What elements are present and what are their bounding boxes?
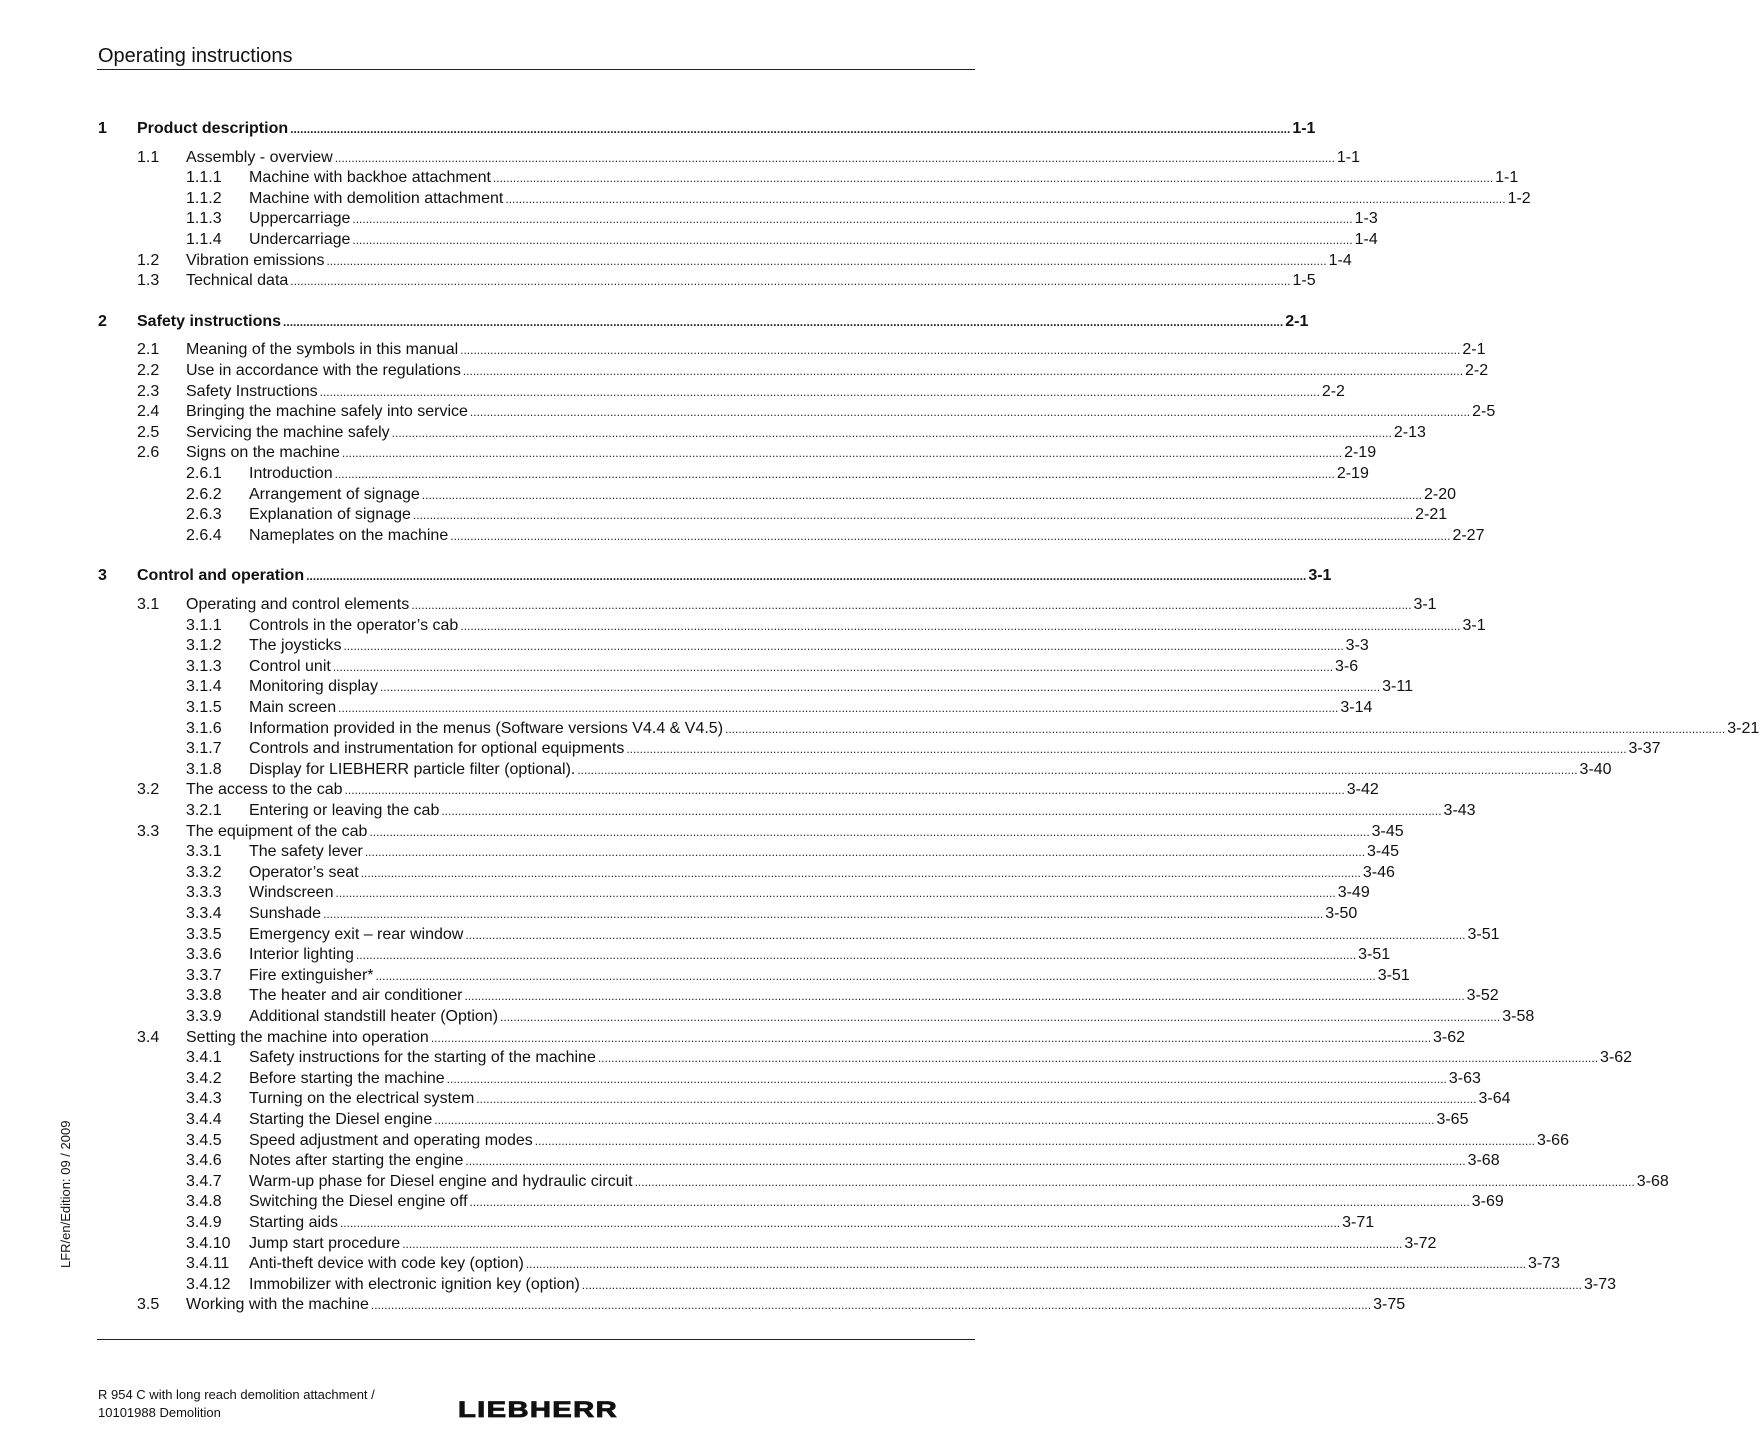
toc-entry[interactable] — [0, 1253, 1561, 1274]
toc-entry-number: 2.6.1 — [186, 465, 222, 482]
toc-entry-page: 3-14 — [1340, 699, 1373, 716]
toc-entry-number: 3.4.7 — [186, 1172, 222, 1190]
toc-dot-leader: ............................................................................................................................................................................................................................................................................................................ — [597, 1051, 1599, 1066]
toc-dot-leader: ............................................................................................................................................................................................................................................................................................................ — [335, 886, 1336, 901]
toc-entry[interactable] — [0, 903, 1358, 924]
toc-entry-number: 1.2 — [137, 251, 160, 269]
toc-entry-page: 3-43 — [1443, 802, 1476, 819]
toc-entry[interactable] — [0, 1088, 1511, 1109]
toc-entry-page: 3-6 — [1335, 657, 1359, 675]
toc-entry-page: 3-1 — [1413, 596, 1437, 613]
toc-entry-page: 3-75 — [1373, 1296, 1406, 1314]
toc-entry[interactable] — [0, 862, 1395, 883]
toc-entry-number: 3.3.7 — [186, 966, 222, 984]
toc-entry-title: Fire extinguisher* — [249, 966, 374, 984]
toc-dot-leader: ............................................................................................................................................................................................................................................................................................................ — [355, 948, 1357, 963]
toc-dot-leader: ............................................................................................................................................................................................................................................................................................................ — [465, 1154, 1466, 1169]
toc-entry-page: 3-73 — [1584, 1275, 1617, 1293]
toc-entry[interactable] — [0, 1294, 1406, 1315]
toc-entry-title: Introduction — [249, 465, 333, 482]
toc-entry-page: 3-65 — [1436, 1111, 1469, 1128]
toc-entry-title: Technical data — [186, 272, 289, 290]
toc-dot-leader: ............................................................................................................................................................................................................................................................................................................ — [364, 845, 1366, 860]
toc-entry-title: Warm-up phase for Diesel engine and hydraulic circuit — [249, 1172, 633, 1190]
toc-entry[interactable] — [0, 381, 1345, 402]
toc-dot-leader: ............................................................................................................................................................................................................................................................................................................ — [430, 1030, 1432, 1045]
toc-entry[interactable] — [0, 1233, 1437, 1254]
toc-dot-leader: ............................................................................................................................................................................................................................................................................................................ — [460, 343, 1461, 358]
toc-entry-number: 2.3 — [137, 382, 160, 400]
toc-entry-number: 3.3.1 — [186, 843, 222, 861]
toc-entry-title: Nameplates on the machine — [249, 526, 449, 544]
toc-entry-page: 3-45 — [1367, 843, 1400, 861]
toc-entry-page: 2-13 — [1393, 423, 1426, 441]
toc-entry-title: Controls and instrumentation for optional equipments — [249, 740, 625, 758]
toc-entry-title: The access to the cab — [186, 781, 343, 799]
toc-entry-number: 3.3.4 — [186, 905, 222, 922]
toc-entry-number: 3.4 — [137, 1028, 160, 1046]
toc-entry-number: 3.4.10 — [186, 1234, 231, 1252]
toc-entry-title: Sunshade — [249, 905, 322, 922]
toc-dot-leader: ............................................................................................................................................................................................................................................................................................................ — [434, 1113, 1435, 1127]
toc-dot-leader: ............................................................................................................................................................................................................................................................................................................ — [460, 618, 1461, 633]
toc-entry-number: 3.4.5 — [186, 1131, 222, 1149]
toc-entry-page: 3-46 — [1362, 863, 1395, 881]
toc-entry-title: Switching the Diesel engine off — [249, 1193, 468, 1211]
toc-entry-page: 3-51 — [1358, 946, 1391, 964]
toc-dot-leader: ............................................................................................................................................................................................................................................................................................................ — [379, 680, 1381, 695]
toc-entry-page: 3-69 — [1471, 1193, 1504, 1211]
toc-entry-title: Control unit — [249, 657, 331, 675]
toc-entry-page: 1-2 — [1507, 189, 1531, 207]
toc-entry[interactable] — [0, 1068, 1481, 1089]
toc-entry-page: 3-49 — [1337, 884, 1370, 902]
liebherr-logo-text: LIEBHERR — [458, 1397, 618, 1422]
toc-entry-page: 1-4 — [1354, 231, 1378, 248]
toc-dot-leader: ............................................................................................................................................................................................................................................................................................................ — [476, 1092, 1477, 1107]
toc-entry[interactable] — [0, 759, 1612, 780]
toc-entry-page: 3-52 — [1466, 987, 1499, 1005]
toc-entry[interactable] — [0, 250, 1352, 271]
toc-entry-number: 2.6.2 — [186, 485, 222, 503]
toc-entry-title: Information provided in the menus (Software versions V4.4 & V4.5) — [249, 719, 724, 737]
toc-entry[interactable] — [0, 525, 1485, 546]
toc-dot-leader: ............................................................................................................................................................................................................................................................................................................ — [306, 569, 1307, 584]
toc-entry[interactable] — [0, 1150, 1500, 1171]
toc-entry-number: 3.4.6 — [186, 1152, 222, 1170]
toc-entry[interactable] — [0, 339, 1486, 360]
toc-entry-page: 3-62 — [1600, 1049, 1633, 1067]
toc-entry-number: 2.6.3 — [186, 506, 222, 524]
toc-entry[interactable] — [0, 422, 1426, 443]
toc-entry[interactable] — [0, 1191, 1504, 1212]
toc-entry[interactable] — [0, 800, 1476, 821]
toc-dot-leader: ............................................................................................................................................................................................................................................................................................................ — [492, 171, 1494, 186]
toc-entry-title: Before starting the machine — [249, 1069, 445, 1087]
toc-entry-number: 2.5 — [137, 423, 160, 441]
toc-entry-title: The equipment of the cab — [186, 822, 368, 840]
toc-entry-page: 1-5 — [1292, 272, 1316, 290]
toc-entry[interactable] — [0, 615, 1486, 636]
toc-dot-leader: ............................................................................................................................................................................................................................................................................................................ — [402, 1236, 1403, 1251]
toc-entry-number: 3.1.2 — [186, 637, 222, 655]
toc-entry-page: 3-72 — [1404, 1234, 1437, 1252]
toc-dot-leader: ............................................................................................................................................................................................................................................................................................................ — [634, 1174, 1635, 1189]
toc-entry-number: 3 — [98, 567, 107, 585]
toc-entry-title: Control and operation — [137, 567, 305, 585]
toc-entry-number: 2.1 — [137, 341, 160, 359]
toc-entry-number: 2.2 — [137, 362, 160, 379]
toc-dot-leader: ............................................................................................................................................................................................................................................................................................................ — [412, 508, 1414, 523]
toc-entry[interactable] — [0, 676, 1413, 697]
toc-dot-leader: ............................................................................................................................................................................................................................................................................................................ — [464, 989, 1465, 1004]
toc-entry-page: 3-58 — [1502, 1008, 1535, 1025]
toc-entry-title: Undercarriage — [249, 231, 351, 248]
toc-entry[interactable] — [0, 821, 1404, 842]
toc-entry-title: Emergency exit – rear window — [249, 925, 464, 943]
toc-entry-title: Machine with backhoe attachment — [249, 169, 491, 187]
toc-entry[interactable] — [0, 779, 1379, 800]
toc-entry-page: 2-19 — [1336, 465, 1369, 482]
toc-entry-title: Turning on the electrical system — [249, 1090, 475, 1108]
toc-dot-leader: ............................................................................................................................................................................................................................................................................................................ — [344, 783, 1345, 798]
toc-entry-number: 1 — [98, 120, 107, 137]
toc-entry-page: 1-1 — [1336, 148, 1361, 166]
toc-entry[interactable] — [0, 718, 1759, 739]
toc-entry-number: 3.4.9 — [186, 1214, 222, 1231]
toc-entry-page: 3-68 — [1467, 1152, 1500, 1170]
toc-entry-page: 3-50 — [1325, 905, 1358, 922]
toc-entry-page: 3-3 — [1345, 637, 1369, 655]
toc-entry-number: 3.4.4 — [186, 1111, 222, 1128]
toc-entry[interactable] — [0, 1171, 1669, 1192]
toc-entry-number: 3.1.6 — [186, 719, 222, 737]
toc-entry-number: 3.3.6 — [186, 946, 222, 964]
toc-dot-leader: ............................................................................................................................................................................................................................................................................................................ — [332, 659, 1334, 674]
toc-entry-number: 1.1 — [137, 148, 160, 166]
toc-entry[interactable] — [0, 656, 1359, 677]
toc-entry-title: Safety Instructions — [186, 382, 318, 400]
toc-entry-page: 1-1 — [1495, 169, 1519, 187]
toc-entry-title: Monitoring display — [249, 678, 378, 696]
toc-entry-page: 1-3 — [1354, 210, 1378, 228]
toc-entry-number: 1.1.1 — [186, 169, 222, 187]
toc-entry[interactable] — [0, 311, 1309, 332]
toc-entry-title: Bringing the machine safely into service — [186, 403, 468, 421]
toc-entry-page: 2-2 — [1465, 362, 1489, 379]
toc-entry-title: Starting the Diesel engine — [249, 1111, 433, 1128]
toc-entry-number: 3.1.3 — [186, 657, 222, 675]
toc-entry-number: 3.3.8 — [186, 987, 222, 1005]
toc-entry[interactable] — [0, 1130, 1569, 1151]
toc-entry[interactable] — [0, 208, 1378, 229]
toc-entry-title: The heater and air conditioner — [249, 987, 463, 1005]
toc-entry-title: Setting the machine into operation — [186, 1028, 429, 1046]
toc-entry-page: 3-37 — [1628, 740, 1661, 758]
footer-line-1: R 954 C with long reach demolition attachment / — [98, 1387, 375, 1402]
toc-entry[interactable] — [0, 1212, 1375, 1233]
toc-dot-leader: ............................................................................................................................................................................................................................................................................................................ — [505, 191, 1506, 206]
toc-entry-number: 3.4.2 — [186, 1069, 222, 1087]
toc-dot-leader: ............................................................................................................................................................................................................................................................................................................ — [334, 467, 1335, 481]
toc-entry-number: 3.1.1 — [186, 616, 222, 634]
toc-dot-leader: ............................................................................................................................................................................................................................................................................................................ — [411, 598, 1412, 612]
page-header-title: Operating instructions — [98, 45, 293, 67]
toc-entry-title: The joysticks — [249, 637, 342, 655]
toc-entry-number: 3.1.8 — [186, 760, 222, 778]
toc-entry-title: Arrangement of signage — [249, 485, 420, 503]
toc-entry-title: Servicing the machine safely — [186, 423, 390, 441]
toc-dot-leader: ............................................................................................................................................................................................................................................................................................................ — [469, 1195, 1470, 1210]
toc-entry-page: 2-20 — [1423, 485, 1457, 503]
toc-entry-number: 3.3 — [137, 822, 160, 840]
toc-entry-title: Working with the machine — [186, 1296, 369, 1314]
toc-dot-leader: ............................................................................................................................................................................................................................................................................................................ — [338, 701, 1339, 715]
footer-line-2: 10101988 Demolition — [98, 1405, 221, 1420]
toc-entry-page: 2-5 — [1472, 403, 1496, 421]
toc-entry-title: Interior lighting — [249, 946, 354, 964]
footer-document-info — [98, 1386, 418, 1422]
toc-entry-number: 3.1 — [137, 596, 160, 613]
toc-entry-title: Jump start procedure — [249, 1234, 401, 1252]
toc-entry-title: Meaning of the symbols in this manual — [186, 341, 459, 359]
toc-entry-title: Notes after starting the engine — [249, 1152, 464, 1170]
toc-dot-leader: ............................................................................................................................................................................................................................................................................................................ — [525, 1257, 1527, 1272]
toc-dot-leader: ............................................................................................................................................................................................................................................................................................................ — [421, 487, 1422, 502]
toc-dot-leader: ............................................................................................................................................................................................................................................................................................................ — [725, 721, 1726, 736]
toc-dot-leader: ............................................................................................................................................................................................................................................................................................................ — [441, 804, 1442, 818]
toc-entry[interactable] — [0, 484, 1457, 505]
toc-dot-leader: ............................................................................................................................................................................................................................................................................................................ — [534, 1133, 1535, 1148]
toc-dot-leader: ............................................................................................................................................................................................................................................................................................................ — [375, 968, 1376, 983]
toc-entry[interactable] — [0, 1109, 1469, 1130]
toc-entry-number: 2.6.4 — [186, 526, 222, 544]
toc-dot-leader: ............................................................................................................................................................................................................................................................................................................ — [369, 824, 1370, 839]
toc-dot-leader: ............................................................................................................................................................................................................................................................................................................ — [343, 639, 1344, 654]
toc-entry[interactable] — [0, 442, 1377, 463]
toc-dot-leader: ............................................................................................................................................................................................................................................................................................................ — [341, 446, 1343, 461]
toc-entry-title: Explanation of signage — [249, 506, 411, 524]
toc-entry[interactable] — [0, 401, 1496, 422]
toc-entry-title: Controls in the operator’s cab — [249, 616, 459, 634]
toc-dot-leader: ............................................................................................................................................................................................................................................................................................................ — [391, 425, 1392, 440]
footer-divider — [97, 1339, 975, 1340]
toc-dot-leader: ............................................................................................................................................................................................................................................................................................................ — [352, 233, 1353, 247]
toc-entry[interactable] — [0, 504, 1448, 525]
toc-entry[interactable] — [0, 270, 1316, 291]
toc-entry-title: The safety lever — [249, 843, 363, 861]
toc-entry-number: 1.1.2 — [186, 189, 222, 207]
toc-entry-title: Speed adjustment and operating modes — [249, 1131, 533, 1149]
toc-dot-leader: ............................................................................................................................................................................................................................................................................................................ — [352, 212, 1353, 227]
toc-dot-leader: ............................................................................................................................................................................................................................................................................................................ — [339, 1216, 1341, 1230]
toc-entry-title: Vibration emissions — [186, 251, 325, 269]
toc-entry[interactable] — [0, 635, 1369, 656]
toc-entry-page: 3-21 — [1727, 719, 1759, 737]
toc-entry[interactable] — [0, 360, 1489, 381]
toc-dot-leader: ............................................................................................................................................................................................................................................................................................................ — [577, 762, 1578, 777]
toc-entry[interactable] — [0, 985, 1499, 1006]
toc-dot-leader: ............................................................................................................................................................................................................................................................................................................ — [360, 865, 1361, 880]
toc-dot-leader: ............................................................................................................................................................................................................................................................................................................ — [469, 405, 1471, 420]
toc-dot-leader: ............................................................................................................................................................................................................................................................................................................ — [581, 1277, 1582, 1292]
toc-entry-number: 3.4.3 — [186, 1090, 222, 1108]
toc-dot-leader: ............................................................................................................................................................................................................................................................................................................ — [370, 1298, 1372, 1313]
toc-entry-number: 2 — [98, 312, 107, 330]
toc-entry-number: 3.3.2 — [186, 863, 222, 881]
toc-entry-number: 3.4.12 — [186, 1275, 231, 1293]
toc-entry-number: 1.1.4 — [186, 231, 222, 248]
toc-entry[interactable] — [0, 188, 1531, 209]
toc-entry[interactable] — [0, 1027, 1466, 1048]
toc-entry[interactable] — [0, 229, 1378, 250]
toc-entry-page: 3-66 — [1536, 1131, 1569, 1149]
toc-entry-number: 3.1.7 — [186, 740, 222, 758]
toc-entry-page: 3-42 — [1346, 781, 1379, 799]
toc-entry-number: 2.4 — [137, 403, 160, 421]
toc-entry-page: 3-71 — [1342, 1214, 1375, 1231]
toc-dot-leader: ............................................................................................................................................................................................................................................................................................................ — [283, 314, 1284, 329]
toc-dot-leader: ............................................................................................................................................................................................................................................................................................................ — [462, 364, 1464, 378]
toc-entry-page: 2-2 — [1321, 382, 1345, 400]
toc-dot-leader: ............................................................................................................................................................................................................................................................................................................ — [323, 907, 1324, 921]
toc-entry-title: Assembly - overview — [186, 148, 333, 166]
toc-entry-title: Display for LIEBHERR particle filter (optional). — [249, 760, 576, 778]
toc-entry-title: Main screen — [249, 699, 337, 716]
toc-entry-title: Use in accordance with the regulations — [186, 362, 461, 379]
toc-entry-page: 3-68 — [1636, 1172, 1669, 1190]
toc-entry-title: Signs on the machine — [186, 444, 340, 462]
toc-entry[interactable] — [0, 565, 1332, 586]
toc-entry-title: Anti-theft device with code key (option) — [249, 1255, 524, 1273]
toc-entry-title: Uppercarriage — [249, 210, 351, 228]
toc-entry-title: Machine with demolition attachment — [249, 189, 504, 207]
toc-entry-number: 3.2 — [137, 781, 160, 799]
toc-entry[interactable] — [0, 924, 1500, 945]
toc-entry-page: 2-27 — [1452, 526, 1485, 544]
toc-entry[interactable] — [0, 1274, 1617, 1295]
toc-dot-leader: ............................................................................................................................................................................................................................................................................................................ — [500, 1010, 1501, 1024]
toc-entry[interactable] — [0, 697, 1373, 718]
toc-entry[interactable] — [0, 841, 1400, 862]
toc-entry-title: Operating and control elements — [186, 596, 410, 613]
toc-entry-title: Entering or leaving the cab — [249, 802, 440, 819]
toc-entry-page: 3-62 — [1433, 1028, 1466, 1046]
toc-entry-page: 2-19 — [1344, 444, 1377, 462]
toc-dot-leader: ............................................................................................................................................................................................................................................................................................................ — [450, 528, 1451, 543]
toc-entry[interactable] — [0, 1006, 1535, 1027]
toc-dot-leader: ............................................................................................................................................................................................................................................................................................................ — [446, 1071, 1447, 1086]
toc-entry[interactable] — [0, 738, 1661, 759]
toc-entry-page: 3-51 — [1467, 925, 1500, 943]
toc-entry-number: 3.3.5 — [186, 925, 222, 943]
toc-entry[interactable] — [0, 594, 1437, 615]
toc-dot-leader: ............................................................................................................................................................................................................................................................................................................ — [326, 253, 1327, 268]
toc-entry-page: 2-21 — [1415, 506, 1448, 524]
header-divider — [97, 69, 975, 70]
toc-entry-page: 3-45 — [1371, 822, 1404, 840]
toc-entry-page: 2-1 — [1285, 312, 1309, 330]
toc-entry-number: 3.5 — [137, 1296, 160, 1314]
toc-entry-page: 1-4 — [1328, 251, 1352, 269]
toc-dot-leader: ............................................................................................................................................................................................................................................................................................................ — [290, 274, 1291, 289]
toc-entry[interactable] — [0, 167, 1519, 188]
toc-dot-leader: ............................................................................................................................................................................................................................................................................................................ — [626, 742, 1627, 757]
toc-entry[interactable] — [0, 463, 1369, 484]
toc-entry-title: Product description — [137, 120, 289, 137]
toc-entry-page: 3-40 — [1579, 760, 1612, 778]
toc-entry-number: 1.3 — [137, 272, 160, 290]
toc-entry-page: 2-1 — [1462, 341, 1486, 359]
toc-dot-leader: ............................................................................................................................................................................................................................................................................................................ — [465, 927, 1466, 942]
toc-entry-number: 3.4.11 — [186, 1255, 230, 1273]
toc-entry-title: Starting aids — [249, 1214, 338, 1231]
liebherr-logo — [457, 1398, 619, 1420]
toc-entry-number: 3.4.1 — [186, 1049, 222, 1067]
toc-entry-title: Windscreen — [249, 884, 334, 902]
toc-entry-title: Safety instructions — [137, 312, 282, 330]
toc-entry-number: 3.1.5 — [186, 699, 222, 716]
toc-entry[interactable] — [0, 118, 1316, 139]
toc-entry-title: Safety instructions for the starting of the machine — [249, 1049, 596, 1067]
toc-entry-page: 3-63 — [1448, 1069, 1481, 1087]
toc-entry[interactable] — [0, 944, 1391, 965]
toc-entry-number: 2.6 — [137, 444, 160, 462]
edition-side-label: LFR/en/Edition: 09 / 2009 — [58, 1120, 73, 1268]
toc-dot-leader: ............................................................................................................................................................................................................................................................................................................ — [290, 122, 1291, 136]
toc-entry-number: 3.3.9 — [186, 1008, 222, 1025]
toc-entry[interactable] — [0, 1047, 1633, 1068]
toc-entry-page: 3-73 — [1528, 1255, 1561, 1273]
toc-entry-number: 3.4.8 — [186, 1193, 222, 1211]
toc-entry-page: 3-1 — [1462, 616, 1486, 634]
toc-entry-title: Immobilizer with electronic ignition key (option) — [249, 1275, 580, 1293]
toc-entry-page: 3-1 — [1308, 567, 1332, 585]
toc-entry-number: 3.2.1 — [186, 802, 222, 819]
toc-entry-title: Additional standstill heater (Option) — [249, 1008, 499, 1025]
toc-entry-page: 3-64 — [1478, 1090, 1511, 1108]
toc-entry-number: 1.1.3 — [186, 210, 222, 228]
toc-dot-leader: ............................................................................................................................................................................................................................................................................................................ — [334, 150, 1335, 165]
toc-entry-number: 3.3.3 — [186, 884, 222, 902]
toc-entry-page: 3-51 — [1377, 966, 1410, 984]
toc-entry-page: 1-1 — [1292, 120, 1316, 137]
toc-entry-number: 3.1.4 — [186, 678, 222, 696]
toc-entry[interactable] — [0, 147, 1361, 168]
toc-entry[interactable] — [0, 965, 1410, 986]
toc-entry-page: 3-11 — [1382, 678, 1413, 696]
toc-entry[interactable] — [0, 882, 1370, 903]
toc-entry-title: Operator’s seat — [249, 863, 359, 881]
toc-dot-leader: ............................................................................................................................................................................................................................................................................................................ — [319, 384, 1320, 399]
